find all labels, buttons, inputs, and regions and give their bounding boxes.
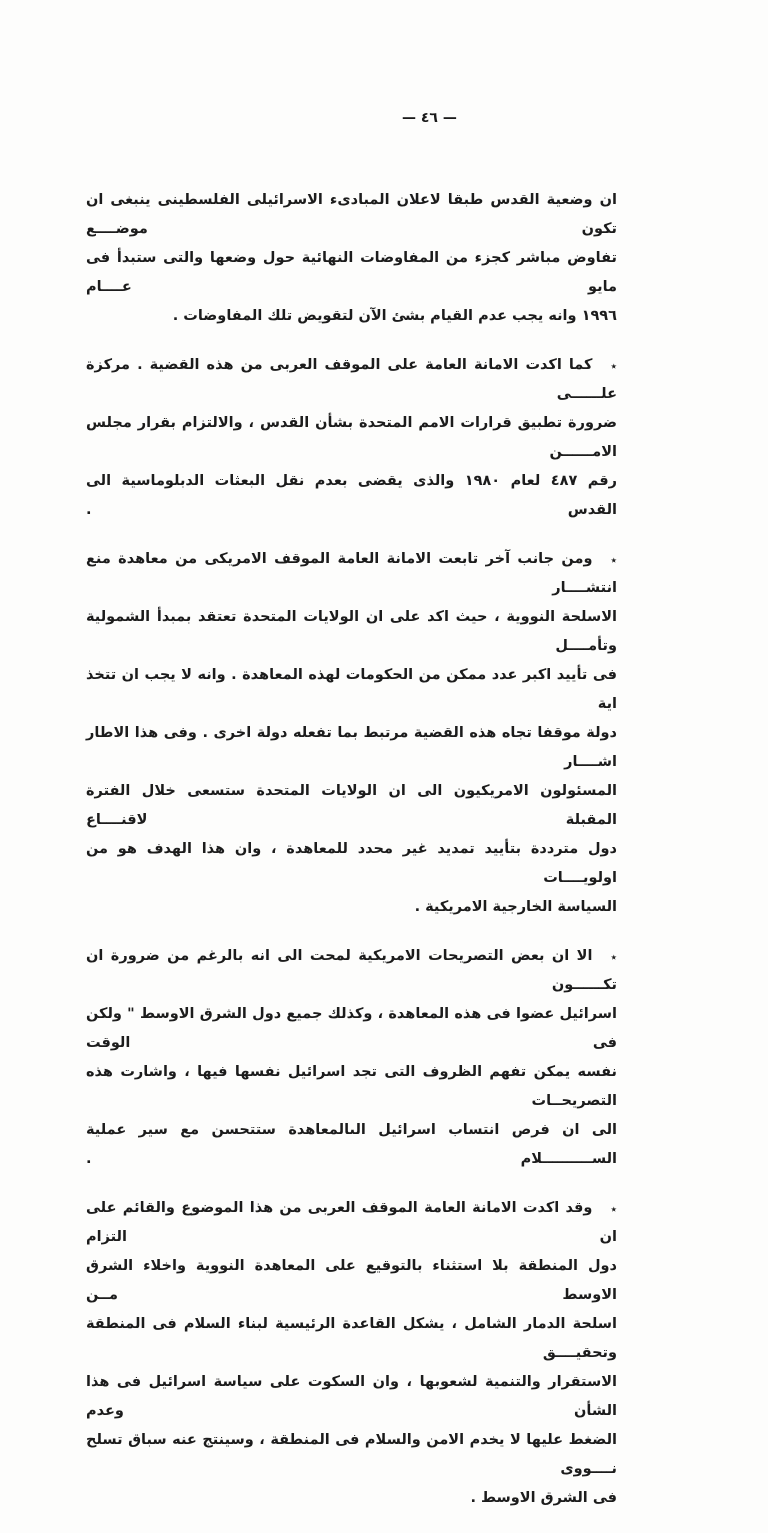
bullet-icon: ٭ <box>610 553 617 567</box>
bullet-icon: ٭ <box>610 1202 617 1216</box>
paragraph <box>86 545 617 922</box>
text-line-text: كما اكدت الامانة العامة على الموقف العربى من هذه القضية . مركزة علــــــى <box>86 357 617 402</box>
text-line: نفسه يمكن تفهم الظروف التى تجد اسرائيل نفسها فيها ، واشارت هذه التصريحــات <box>86 1064 617 1109</box>
text-line: السياسة الخارجية الامريكية . <box>414 899 617 915</box>
text-line: فى الشرق الاوسط . <box>470 1490 617 1506</box>
text-line: ١٩٩٦ وانه يجب عدم القيام بشئ الآن لتقويض تلك المفاوضات . <box>172 308 617 324</box>
text-line <box>86 942 617 1000</box>
text-line <box>86 351 617 409</box>
text-line: المسئولون الامريكيون الى ان الولايات المتحدة ستسعى خلال الفترة المقبلة لاقنــــاع <box>86 783 617 828</box>
text-line-text: الا ان بعض التصريحات الامريكية لمحت الى انه بالرغم من ضرورة ان تكــــــون <box>86 948 617 993</box>
text-line: الى ان فرص انتساب اسرائيل الىالمعاهدة ستتحسن مع سير عملية الســــــــــلام . <box>86 1122 617 1167</box>
text-line: ضرورة تطبيق قرارات الامم المتحدة بشأن القدس ، والالتزام بقرار مجلس الامــــــن <box>86 415 617 460</box>
text-line: تفاوض مباشر كجزء من المفاوضات النهائية حول وضعها والتى ستبدأ فى مايو عــــام <box>86 250 617 295</box>
bullet-icon: ٭ <box>610 950 617 964</box>
text-line: دولة موقفا تجاه هذه القضية مرتبط بما تفعله دولة اخرى . وفى هذا الاطار اشــــار <box>86 725 617 770</box>
text-line: دول المنطقة بلا استثناء بالتوقيع على المعاهدة النووية واخلاء الشرق الاوسط مــن <box>86 1258 617 1303</box>
text-line-text: ومن جانب آخر تابعت الامانة العامة الموقف الامريكى من معاهدة منع انتشــــار <box>86 551 617 596</box>
text-line <box>86 545 617 603</box>
text-line: رقم ٤٨٧ لعام ١٩٨٠ والذى يقضى بعدم نقل البعثات الدبلوماسية الى القدس . <box>86 473 617 518</box>
paragraph <box>86 1194 617 1513</box>
paragraph <box>86 186 617 331</box>
bullet-icon: ٭ <box>610 359 617 373</box>
text-line: فى تأييد اكبر عدد ممكن من الحكومات لهذه المعاهدة . وانه لا يجب ان تتخذ اية <box>86 667 617 712</box>
paragraph <box>86 942 617 1174</box>
text-line: اسرائيل عضوا فى هذه المعاهدة ، وكذلك جميع دول الشرق الاوسط " ولكن فى الوقت <box>86 1006 617 1051</box>
text-line: الاسلحة النووية ، حيث اكد على ان الولايات المتحدة تعتقد بمبدأ الشمولية وتأمــــل <box>86 609 617 654</box>
text-line-text: وقد اكدت الامانة العامة الموقف العربى من هذا الموضوع والقائم على ان التزام <box>86 1200 617 1245</box>
text-line: اسلحة الدمار الشامل ، يشكل القاعدة الرئيسية لبناء السلام فى المنطقة وتحقيــــق <box>86 1316 617 1361</box>
text-line <box>86 1194 617 1252</box>
page-number: — ٤٦ — <box>402 110 457 126</box>
document-body <box>86 186 617 1533</box>
text-line: الاستقرار والتنمية لشعوبها ، وان السكوت على سياسة اسرائيل فى هذا الشأن وعدم <box>86 1374 617 1419</box>
text-line: الضغط عليها لا يخدم الامن والسلام فى المنطقة ، وسينتج عنه سباق تسلح نــــووى <box>86 1432 617 1477</box>
text-line: دول مترددة بتأييد تمديد غير محدد للمعاهدة ، وان هذا الهدف هو من اولويــــات <box>86 841 617 886</box>
paragraph <box>86 351 617 525</box>
text-line: ان وضعية القدس طبقا لاعلان المبادىء الاسرائيلى الفلسطينى ينبغى ان تكون موضــــع <box>86 192 617 237</box>
